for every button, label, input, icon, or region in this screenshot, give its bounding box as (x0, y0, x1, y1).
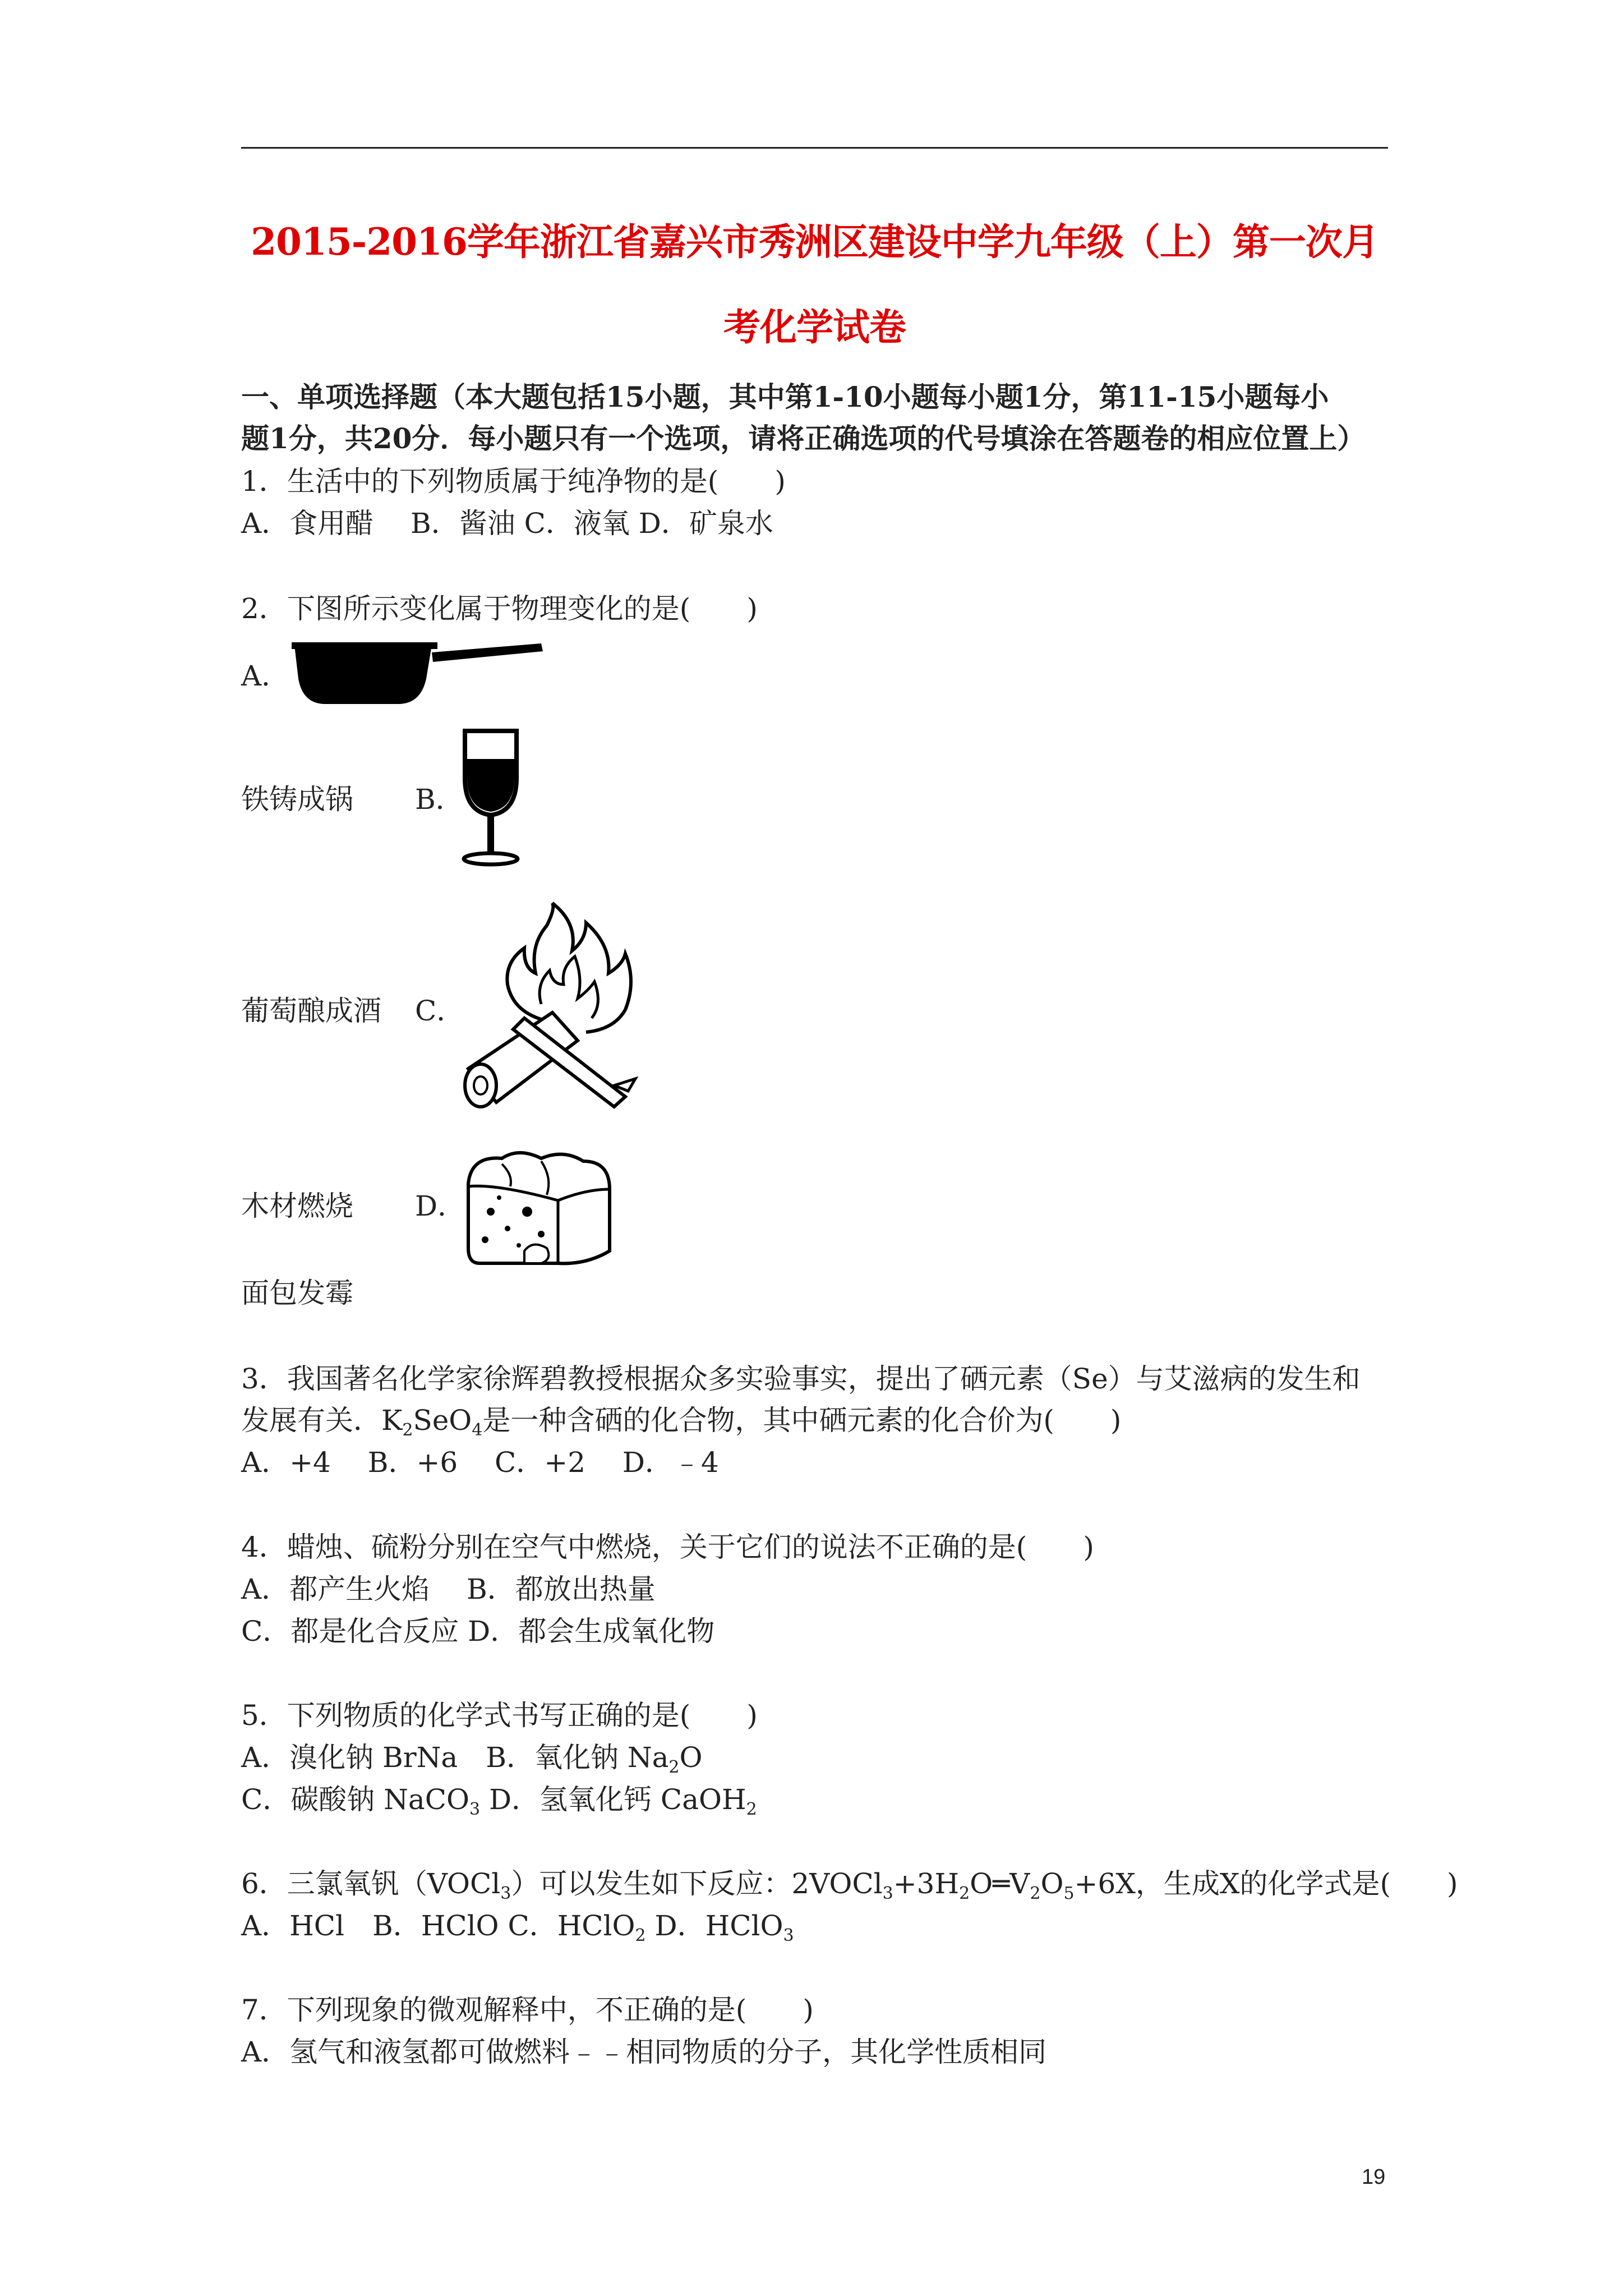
frying-pan-icon (292, 637, 544, 710)
question-6-stem: 6．三氯氧钒（VOCl$_3$）可以发生如下反应：$2VOCl_3+3H_2O═V_2O_5+6X$，生成X的化学式是( ) (241, 1867, 1458, 1903)
question-3-stem-line1: 3．我国著名化学家徐辉碧教授根据众多实验事实，提出了硒元素（Se）与艾滋病的发生和 (241, 1363, 1361, 1395)
question-2-option-a-letter: A． (241, 660, 290, 692)
wine-glass-icon (457, 726, 524, 869)
question-2-option-a-label: 铁铸成锅 (241, 783, 353, 816)
exam-title-line2: 考化学试卷 (723, 305, 906, 349)
question-7-option-a: A．氢气和液氢都可做燃料﹣﹣相同物质的分子，其化学性质相同 (241, 2036, 1047, 2068)
question-1-stem: 1．生活中的下列物质属于纯净物的是( ) (241, 465, 786, 498)
question-2-option-c-letter: C． (415, 995, 465, 1027)
header-rule (241, 147, 1388, 149)
question-3-options: A．+4 B．+6 C．+2 D．﹣4 (241, 1446, 719, 1479)
burning-wood-icon (457, 900, 653, 1119)
question-2-option-c-label: 木材燃烧 (241, 1190, 353, 1222)
question-4-options-line2: C．都是化合反应 D．都会生成氧化物 (241, 1615, 715, 1648)
question-7-stem: 7．下列现象的微观解释中，不正确的是( ) (241, 1994, 814, 2026)
question-2-option-b-label: 葡萄酿成酒 (241, 995, 381, 1027)
question-2-stem: 2．下图所示变化属于物理变化的是( ) (241, 592, 758, 625)
question-5-options-line1: A．溴化钠 BrNa B．氧化钠 $Na_2O$ (241, 1741, 703, 1777)
question-5-stem: 5．下列物质的化学式书写正确的是( ) (241, 1699, 758, 1732)
question-2-option-b-letter: B． (415, 783, 464, 816)
section1-heading-line1: 一、单项选择题（本大题包括15小题，其中第1-10小题每小题1分，第11-15小题每小 (241, 380, 1329, 413)
question-4-stem: 4．蜡烛、硫粉分别在空气中燃烧，关于它们的说法不正确的是( ) (241, 1531, 1094, 1563)
moldy-bread-icon (463, 1144, 617, 1271)
question-5-options-line2: C．碳酸钠 NaCO$_3$ D．氢氧化钙 CaOH$_2$ (241, 1783, 757, 1819)
question-1-options: A．食用醋 B．酱油 C．液氧 D．矿泉水 (241, 507, 773, 540)
exam-title-line1: 2015-2016学年浙江省嘉兴市秀洲区建设中学九年级（上）第一次月 (251, 220, 1378, 264)
question-6-options: A．HCl B．HClO C．HClO$_2$ D．HClO$_3$ (241, 1910, 794, 1945)
question-2-option-d-letter: D． (415, 1190, 466, 1222)
page-number: 19 (1362, 2165, 1386, 2189)
question-4-options-line1: A．都产生火焰 B．都放出热量 (241, 1573, 656, 1605)
question-3-stem-line2: 发展有关．$K_2SeO_4$是一种含硒的化合物，其中硒元素的化合价为( ) (241, 1404, 1122, 1440)
section1-heading-line2: 题1分，共20分．每小题只有一个选项，请将正确选项的代号填涂在答题卷的相应位置上） (241, 422, 1366, 455)
question-2-option-d-label: 面包发霉 (241, 1277, 353, 1309)
